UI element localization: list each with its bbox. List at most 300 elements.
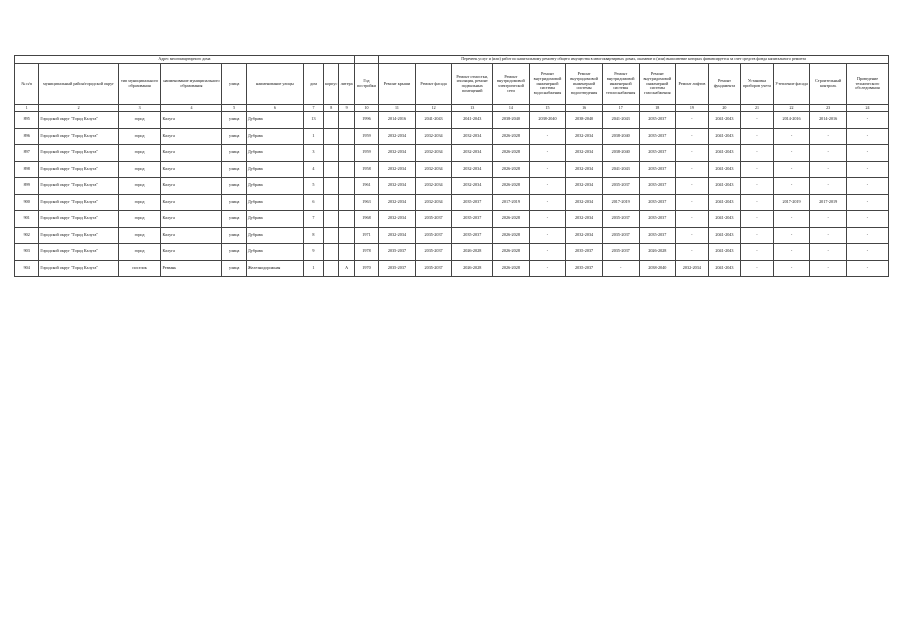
table-cell: Городской округ "Город Калуга"	[39, 244, 118, 261]
table-cell: 2035-2037	[415, 211, 452, 228]
table-cell: Дубрава	[246, 145, 303, 162]
table-cell: -	[810, 211, 847, 228]
works-group-header: Перечень услуг и (или) работ по капитальному ремонту общего имущества в многоквартирных домах, оказание и (или) выполнение которых финансируется за счет средств фонда капитального ремонта	[379, 56, 889, 64]
table-cell: 1968	[354, 211, 378, 228]
table-cell: Калуга	[161, 194, 222, 211]
table-cell: -	[529, 244, 566, 261]
table-cell: 2035-2037	[639, 128, 676, 145]
column-header: Ремонт внутридомовой электрической сети	[493, 64, 530, 105]
column-number: 1	[15, 105, 39, 112]
table-cell: 2035-2037	[602, 211, 639, 228]
table-cell: 2035-2037	[452, 227, 493, 244]
table-cell: -	[810, 178, 847, 195]
column-number: 18	[639, 105, 676, 112]
column-header: Ремонт фундамента	[708, 64, 741, 105]
table-cell: 3	[303, 145, 323, 162]
column-header-row	[15, 64, 889, 105]
table-cell: Калуга	[161, 227, 222, 244]
table-cell: 2032-2034	[379, 178, 416, 195]
table-cell: -	[529, 194, 566, 211]
table-cell	[339, 211, 354, 228]
table-cell: -	[741, 260, 774, 277]
column-number: 10	[354, 105, 378, 112]
column-header: тип муниципального образования	[118, 64, 161, 105]
table-cell: Калуга	[161, 145, 222, 162]
table-cell: 2035-2037	[639, 145, 676, 162]
table-cell: 2032-2034	[379, 128, 416, 145]
table-cell: -	[773, 211, 810, 228]
column-number: 21	[741, 105, 774, 112]
table-cell: Дубрава	[246, 128, 303, 145]
table-cell: 7	[303, 211, 323, 228]
table-cell: 2035-2037	[566, 260, 603, 277]
table-cell: 900	[15, 194, 39, 211]
table-cell: Городской округ "Город Калуга"	[39, 211, 118, 228]
table-cell: улица	[222, 244, 246, 261]
table-cell: -	[773, 227, 810, 244]
table-cell: 2032-2034	[566, 178, 603, 195]
table-cell: А	[339, 260, 354, 277]
table-cell: Дубрава	[246, 112, 303, 129]
table-row	[15, 194, 889, 211]
table-cell: 2032-2034	[566, 227, 603, 244]
column-header: Ремонт внутридомовой инженерной системы газоснабжения	[639, 64, 676, 105]
table-cell: город	[118, 211, 161, 228]
column-header: наименование муниципального образования	[161, 64, 222, 105]
table-cell: -	[529, 145, 566, 162]
table-cell: 2032-2034	[379, 194, 416, 211]
table-cell: -	[773, 178, 810, 195]
table-cell: -	[676, 161, 709, 178]
table-cell: 2041-2043	[708, 227, 741, 244]
table-cell: 2032-2034	[566, 145, 603, 162]
table-cell: 2041-2043	[708, 112, 741, 129]
table-cell: 2035-2037	[639, 211, 676, 228]
table-cell: Калуга	[161, 128, 222, 145]
table-cell: Дубрава	[246, 211, 303, 228]
column-header: Установка приборов учета	[741, 64, 774, 105]
column-number: 4	[161, 105, 222, 112]
table-cell: 904	[15, 260, 39, 277]
table-cell: -	[676, 145, 709, 162]
column-number: 23	[810, 105, 847, 112]
table-cell: -	[741, 178, 774, 195]
table-cell: 2038-2040	[639, 260, 676, 277]
table-cell: 2032-2034	[452, 161, 493, 178]
table-body	[15, 112, 889, 277]
table-cell	[339, 227, 354, 244]
table-cell: 2032-2034	[379, 211, 416, 228]
table-cell: 1	[303, 260, 323, 277]
table-cell: 896	[15, 128, 39, 145]
column-number: 9	[339, 105, 354, 112]
table-cell: 2038-2040	[493, 112, 530, 129]
table-cell: -	[529, 161, 566, 178]
table-cell: Городской округ "Город Калуга"	[39, 194, 118, 211]
group-header-row	[15, 56, 889, 64]
table-cell: 2032-2034	[415, 161, 452, 178]
table-row	[15, 211, 889, 228]
table-cell: улица	[222, 112, 246, 129]
table-cell: улица	[222, 194, 246, 211]
table-cell: Городской округ "Город Калуга"	[39, 128, 118, 145]
table-cell: -	[741, 112, 774, 129]
table-cell	[324, 227, 339, 244]
table-cell: -	[773, 244, 810, 261]
table-cell: -	[810, 145, 847, 162]
table-cell: 6	[303, 194, 323, 211]
table-cell: 2035-2037	[602, 178, 639, 195]
table-cell: 2032-2034	[566, 128, 603, 145]
table-cell: -	[741, 161, 774, 178]
table-cell: -	[676, 211, 709, 228]
table-cell: -	[846, 194, 888, 211]
table-cell: 5	[303, 178, 323, 195]
table-cell: -	[741, 194, 774, 211]
table-cell: 2026-2028	[452, 260, 493, 277]
table-cell	[324, 161, 339, 178]
table-cell: -	[529, 260, 566, 277]
table-cell: 2026-2028	[493, 211, 530, 228]
table-cell: Дубрава	[246, 244, 303, 261]
column-header: наименование улицы	[246, 64, 303, 105]
column-header: Ремонт крыши	[379, 64, 416, 105]
table-cell: -	[846, 260, 888, 277]
table-cell: -	[810, 260, 847, 277]
table-cell: -	[676, 178, 709, 195]
table-cell: 2032-2034	[452, 145, 493, 162]
table-cell: 1963	[354, 194, 378, 211]
table-cell	[324, 244, 339, 261]
table-cell: 2035-2037	[379, 244, 416, 261]
table-row	[15, 227, 889, 244]
table-cell: 2017-2019	[810, 194, 847, 211]
table-cell: 2026-2028	[493, 128, 530, 145]
column-number: 11	[379, 105, 416, 112]
table-cell: 2014-2016	[773, 112, 810, 129]
table-cell: 2035-2037	[415, 227, 452, 244]
table-cell: 2035-2037	[452, 211, 493, 228]
table-cell: -	[846, 227, 888, 244]
table-cell: Железнодорожная	[246, 260, 303, 277]
table-cell: -	[741, 128, 774, 145]
table-cell: Калуга	[161, 178, 222, 195]
table-cell: Калуга	[161, 244, 222, 261]
table-cell: 2014-2016	[810, 112, 847, 129]
table-cell: -	[846, 244, 888, 261]
table-cell: Городской округ "Город Калуга"	[39, 112, 118, 129]
table-cell: 2026-2028	[493, 227, 530, 244]
table-cell: 2032-2034	[415, 128, 452, 145]
table-cell: 897	[15, 145, 39, 162]
table-cell: 2035-2037	[452, 194, 493, 211]
column-number: 2	[39, 105, 118, 112]
table-cell: Городской округ "Город Калуга"	[39, 227, 118, 244]
table-row	[15, 128, 889, 145]
column-header: Ремонт фасада	[415, 64, 452, 105]
table-cell: 903	[15, 244, 39, 261]
table-cell: 1959	[354, 128, 378, 145]
table-cell: 2017-2019	[493, 194, 530, 211]
table-cell: -	[810, 244, 847, 261]
table-cell: 1961	[354, 178, 378, 195]
table-cell: -	[810, 128, 847, 145]
table-row	[15, 161, 889, 178]
table-cell: Городской округ "Город Калуга"	[39, 145, 118, 162]
table-cell: 2035-2037	[415, 244, 452, 261]
table-cell	[324, 194, 339, 211]
table-cell: 2035-2037	[639, 227, 676, 244]
column-number: 20	[708, 105, 741, 112]
table-cell: 8	[303, 227, 323, 244]
table-cell: 1959	[354, 145, 378, 162]
column-header: Утепление фасада	[773, 64, 810, 105]
column-header: дом	[303, 64, 323, 105]
column-number: 14	[493, 105, 530, 112]
table-cell: -	[676, 227, 709, 244]
column-header: корпус	[324, 64, 339, 105]
table-cell: 1971	[354, 227, 378, 244]
column-header: Ремонт внутридомовой инженерной системы водоснабжения	[529, 64, 566, 105]
table-cell	[324, 112, 339, 129]
table-cell: -	[846, 145, 888, 162]
table-cell: 2035-2037	[415, 260, 452, 277]
table-cell	[339, 128, 354, 145]
table-cell	[324, 260, 339, 277]
column-header: Ремонт внутридомовой инженерной системы теплоснабжения	[602, 64, 639, 105]
table-cell: 2032-2034	[566, 194, 603, 211]
table-cell: 2035-2037	[566, 244, 603, 261]
table-cell: улица	[222, 211, 246, 228]
table-cell: город	[118, 178, 161, 195]
table-cell: -	[846, 112, 888, 129]
table-cell: улица	[222, 227, 246, 244]
table-cell: Городской округ "Город Калуга"	[39, 178, 118, 195]
table-cell: 2035-2037	[639, 112, 676, 129]
table-cell: -	[773, 161, 810, 178]
table-cell: 2032-2034	[415, 194, 452, 211]
table-cell: город	[118, 145, 161, 162]
table-cell: Калуга	[161, 161, 222, 178]
table-cell	[339, 178, 354, 195]
column-number: 7	[303, 105, 323, 112]
table-cell: 2026-2028	[493, 244, 530, 261]
column-header: муниципальный район/городской округ	[39, 64, 118, 105]
table-cell: 2041-2043	[708, 244, 741, 261]
table-cell: -	[846, 128, 888, 145]
column-header: Ремонт отмостки, изоляция, ремонт подвальных помещений	[452, 64, 493, 105]
table-cell: 2038-2040	[602, 128, 639, 145]
column-number: 16	[566, 105, 603, 112]
table-cell: -	[529, 178, 566, 195]
table-cell: 2038-2040	[602, 145, 639, 162]
column-number: 5	[222, 105, 246, 112]
table-cell: -	[529, 211, 566, 228]
table-cell: -	[741, 145, 774, 162]
table-cell: город	[118, 128, 161, 145]
table-cell: -	[676, 128, 709, 145]
repair-program-table	[14, 55, 889, 277]
table-row	[15, 260, 889, 277]
table-cell: 2035-2037	[602, 227, 639, 244]
table-cell: 4	[303, 161, 323, 178]
column-number: 8	[324, 105, 339, 112]
table-cell: город	[118, 194, 161, 211]
table-cell: -	[846, 211, 888, 228]
column-header: № п/п	[15, 64, 39, 105]
table-cell: 2035-2037	[639, 161, 676, 178]
table-cell: улица	[222, 128, 246, 145]
table-cell: -	[529, 227, 566, 244]
table-cell: -	[846, 161, 888, 178]
table-cell: 2035-2037	[602, 244, 639, 261]
table-cell: 2026-2028	[639, 244, 676, 261]
table-cell	[324, 145, 339, 162]
table-cell: Дубрава	[246, 178, 303, 195]
table-cell: Резвань	[161, 260, 222, 277]
table-cell: 2032-2034	[415, 145, 452, 162]
table-cell: -	[810, 227, 847, 244]
table-cell: улица	[222, 260, 246, 277]
table-cell: Калуга	[161, 112, 222, 129]
table-cell: Дубрава	[246, 227, 303, 244]
column-header: Проведение технического обследования	[846, 64, 888, 105]
column-header: Ремонт лифтов	[676, 64, 709, 105]
table-cell: 2026-2028	[493, 161, 530, 178]
table-cell	[324, 128, 339, 145]
table-cell: 2041-2043	[708, 178, 741, 195]
table-row	[15, 112, 889, 129]
table-cell: 2032-2034	[379, 161, 416, 178]
column-number: 22	[773, 105, 810, 112]
table-cell: 2014-2016	[379, 112, 416, 129]
table-cell: 2041-2043	[452, 112, 493, 129]
table-cell: 2032-2034	[379, 145, 416, 162]
column-header: Ремонт внутридомовой инженерной системы водоотведения	[566, 64, 603, 105]
table-cell: 2026-2028	[493, 145, 530, 162]
table-cell: -	[741, 244, 774, 261]
table-cell: Городской округ "Город Калуга"	[39, 260, 118, 277]
table-cell: 2035-2037	[379, 260, 416, 277]
table-cell: Дубрава	[246, 161, 303, 178]
table-cell: 899	[15, 178, 39, 195]
table-cell: -	[676, 112, 709, 129]
column-header: Строительный контроль	[810, 64, 847, 105]
table-cell: 2017-2019	[773, 194, 810, 211]
table-cell: 2041-2043	[708, 194, 741, 211]
table-cell: 2041-2043	[708, 260, 741, 277]
address-group-header: Адрес многоквартирного дома	[15, 56, 355, 64]
table-cell: 2041-2043	[415, 112, 452, 129]
table-cell: -	[676, 244, 709, 261]
table-cell: 895	[15, 112, 39, 129]
table-cell: -	[773, 145, 810, 162]
table-cell: 898	[15, 161, 39, 178]
table-row	[15, 178, 889, 195]
table-cell: 2032-2034	[452, 178, 493, 195]
table-cell	[339, 145, 354, 162]
table-cell: 2041-2043	[708, 128, 741, 145]
table-cell: 2038-2040	[529, 112, 566, 129]
table-cell: 2041-2043	[602, 112, 639, 129]
table-cell: 2032-2034	[379, 227, 416, 244]
column-number: 15	[529, 105, 566, 112]
table-cell: 1970	[354, 260, 378, 277]
table-cell: 2017-2019	[602, 194, 639, 211]
table-cell: Калуга	[161, 211, 222, 228]
table-cell	[339, 112, 354, 129]
table-cell: 2032-2034	[415, 178, 452, 195]
table-cell: поселок	[118, 260, 161, 277]
table-cell: -	[602, 260, 639, 277]
table-cell: улица	[222, 161, 246, 178]
table-cell: улица	[222, 145, 246, 162]
table-cell	[339, 244, 354, 261]
table-cell: Городской округ "Город Калуга"	[39, 161, 118, 178]
table-cell: -	[741, 227, 774, 244]
column-header: улица	[222, 64, 246, 105]
table-cell: -	[741, 211, 774, 228]
table-cell: 1978	[354, 244, 378, 261]
table-cell: город	[118, 161, 161, 178]
column-number: 24	[846, 105, 888, 112]
table-cell: -	[810, 161, 847, 178]
table-cell: 2032-2034	[676, 260, 709, 277]
group-header-spacer	[354, 56, 378, 64]
table-cell: -	[773, 128, 810, 145]
table-cell: 2035-2037	[639, 178, 676, 195]
table-cell: город	[118, 244, 161, 261]
table-cell: 1	[303, 128, 323, 145]
table-cell: 9	[303, 244, 323, 261]
table-cell: город	[118, 112, 161, 129]
table-cell	[324, 211, 339, 228]
table-cell: -	[676, 194, 709, 211]
column-number: 17	[602, 105, 639, 112]
table-cell: 2041-2043	[708, 145, 741, 162]
table-cell: 1958	[354, 161, 378, 178]
table-cell: 1996	[354, 112, 378, 129]
table-cell: 2032-2034	[566, 211, 603, 228]
table-cell: -	[773, 260, 810, 277]
table-cell: 2041-2043	[602, 161, 639, 178]
column-number: 12	[415, 105, 452, 112]
table-cell: 2038-2040	[566, 112, 603, 129]
table-cell: -	[529, 128, 566, 145]
table-cell: город	[118, 227, 161, 244]
table-cell: 2032-2034	[452, 128, 493, 145]
table-cell: 901	[15, 211, 39, 228]
table-cell: 2035-2037	[639, 194, 676, 211]
column-header: Год постройки	[354, 64, 378, 105]
table-row	[15, 145, 889, 162]
table-cell: 902	[15, 227, 39, 244]
table-cell	[324, 178, 339, 195]
table-cell: 2026-2028	[493, 178, 530, 195]
column-number: 6	[246, 105, 303, 112]
table-cell: 2032-2034	[566, 161, 603, 178]
column-header: литера	[339, 64, 354, 105]
table-cell	[339, 161, 354, 178]
table-cell: Дубрава	[246, 194, 303, 211]
table-cell: -	[846, 178, 888, 195]
column-number: 3	[118, 105, 161, 112]
table-cell: улица	[222, 178, 246, 195]
table-cell: 2041-2043	[708, 161, 741, 178]
table-cell: 2026-2028	[452, 244, 493, 261]
table-cell	[339, 194, 354, 211]
table-cell: 13	[303, 112, 323, 129]
